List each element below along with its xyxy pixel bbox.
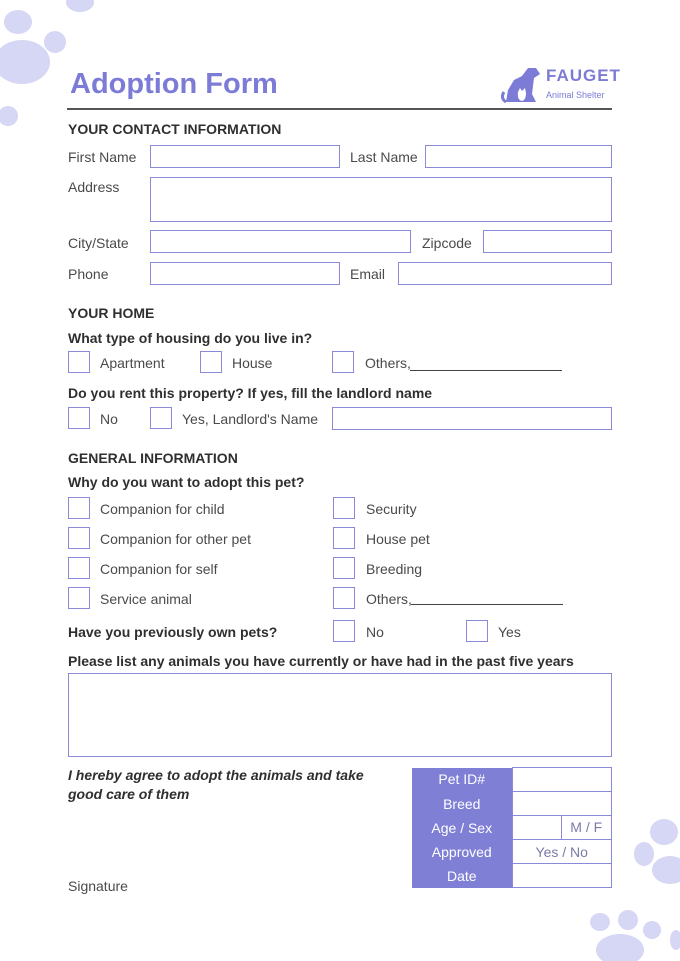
breed-field[interactable]	[512, 792, 612, 816]
first-name-label: First Name	[68, 149, 137, 165]
paw-decoration-right	[620, 810, 680, 900]
house-label: House	[232, 355, 273, 371]
approved-label: Approved	[412, 840, 512, 864]
others-housing-checkbox[interactable]	[332, 351, 354, 373]
table-row	[412, 792, 612, 816]
reason-checkbox-breeding[interactable]	[333, 557, 355, 579]
others-housing-label: Others,	[365, 355, 411, 371]
reason-checkbox-house-pet[interactable]	[333, 527, 355, 549]
table-row	[412, 864, 612, 888]
signature-label: Signature	[68, 878, 128, 894]
first-name-field[interactable]	[150, 145, 340, 168]
reason-label-breeding: Breeding	[366, 561, 423, 577]
last-name-label: Last Name	[350, 149, 418, 165]
reason-label-others: Others,	[366, 591, 412, 607]
housing-question: What type of housing do you live in?	[68, 330, 313, 346]
why-question: Why do you want to adopt this pet?	[68, 474, 305, 490]
pet-info-table	[412, 767, 612, 888]
dog-cat-logo-icon	[500, 64, 542, 104]
reason-checkbox-others[interactable]	[333, 587, 355, 609]
general-heading: GENERAL INFORMATION	[68, 450, 238, 466]
reason-others-line[interactable]	[411, 604, 563, 605]
previous-pets-no-checkbox[interactable]	[333, 620, 355, 642]
previous-pets-question: Have you previously own pets?	[68, 624, 278, 640]
house-checkbox[interactable]	[200, 351, 222, 373]
address-label: Address	[68, 179, 120, 195]
landlord-name-field[interactable]	[332, 407, 612, 430]
page-title: Adoption Form	[70, 68, 278, 100]
others-housing-line[interactable]	[410, 370, 562, 371]
rent-no-checkbox[interactable]	[68, 407, 90, 429]
animals-list-question: Please list any animals you have currently or have had in the past five years	[68, 653, 574, 669]
last-name-field[interactable]	[425, 145, 612, 168]
zipcode-field[interactable]	[483, 230, 612, 253]
header-divider	[67, 108, 612, 110]
age-sex-label: Age / Sex	[412, 816, 512, 840]
age-field[interactable]	[513, 816, 562, 839]
breed-label: Breed	[412, 792, 512, 816]
reason-label-other-pet: Companion for other pet	[100, 531, 251, 547]
reason-label-service: Service animal	[100, 591, 192, 607]
phone-label: Phone	[68, 266, 109, 282]
date-field[interactable]	[512, 864, 612, 888]
age-sex-cell	[512, 816, 612, 840]
apartment-checkbox[interactable]	[68, 351, 90, 373]
home-heading: YOUR HOME	[68, 305, 155, 321]
animals-list-field[interactable]	[68, 673, 612, 757]
paw-decoration-bottom-right	[580, 900, 680, 961]
reason-checkbox-service[interactable]	[68, 587, 90, 609]
apartment-label: Apartment	[100, 355, 165, 371]
city-state-label: City/State	[68, 235, 129, 251]
approved-field[interactable]: Yes / No	[512, 840, 612, 864]
email-label: Email	[350, 266, 386, 282]
email-field[interactable]	[398, 262, 612, 285]
zipcode-label: Zipcode	[422, 235, 472, 251]
reason-label-house-pet: House pet	[366, 531, 430, 547]
phone-field[interactable]	[150, 262, 340, 285]
reason-label-security: Security	[366, 501, 417, 517]
reason-label-self: Companion for self	[100, 561, 218, 577]
sex-field[interactable]: M / F	[570, 819, 603, 835]
rent-question: Do you rent this property? If yes, fill the landlord name	[68, 385, 433, 401]
logo-tagline: Animal Shelter	[546, 90, 605, 100]
address-field[interactable]	[150, 177, 612, 222]
city-state-field[interactable]	[150, 230, 411, 253]
reason-checkbox-child[interactable]	[68, 497, 90, 519]
reason-checkbox-other-pet[interactable]	[68, 527, 90, 549]
reason-checkbox-security[interactable]	[333, 497, 355, 519]
reason-checkbox-self[interactable]	[68, 557, 90, 579]
date-label: Date	[412, 864, 512, 888]
pet-id-label: Pet ID#	[412, 768, 512, 792]
logo-name: FAUGET	[546, 66, 621, 85]
previous-pets-no-label: No	[366, 624, 384, 640]
pet-id-field[interactable]	[512, 768, 612, 792]
rent-yes-checkbox[interactable]	[150, 407, 172, 429]
table-row	[412, 816, 612, 840]
rent-no-label: No	[100, 411, 118, 427]
previous-pets-yes-label: Yes	[498, 624, 521, 640]
table-row	[412, 840, 612, 864]
reason-label-child: Companion for child	[100, 501, 225, 517]
rent-yes-label: Yes, Landlord's Name	[182, 411, 319, 427]
agreement-text: I hereby agree to adopt the animals and take good care of them	[68, 767, 364, 802]
previous-pets-yes-checkbox[interactable]	[466, 620, 488, 642]
contact-heading: YOUR CONTACT INFORMATION	[68, 121, 282, 137]
table-row	[412, 768, 612, 792]
